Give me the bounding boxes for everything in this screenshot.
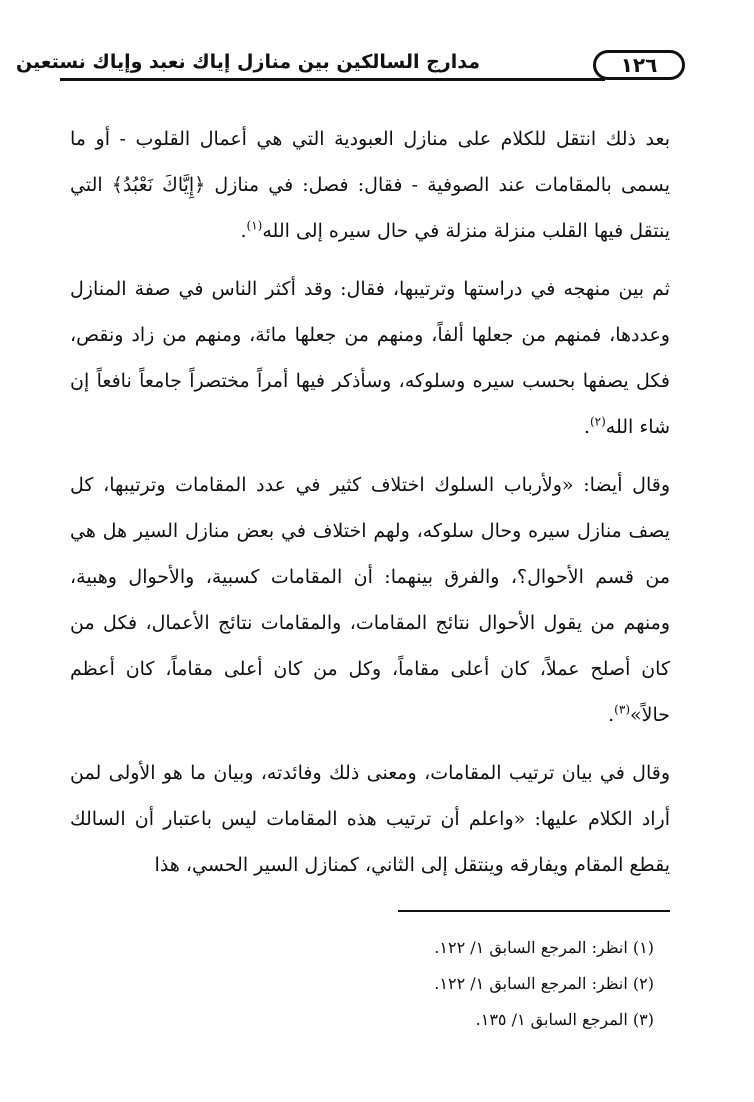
footnotes xyxy=(70,930,670,1038)
footnote-ref: (٢) xyxy=(589,414,606,429)
paragraph-end: . xyxy=(240,220,247,242)
page-number: ١٢٦ xyxy=(593,50,685,80)
paragraph-2 xyxy=(70,266,670,450)
paragraph-3 xyxy=(70,462,670,738)
footnote-separator xyxy=(398,910,670,912)
footnote-ref: (١) xyxy=(246,218,263,233)
paragraph-text: وقال أيضا: «ولأرباب السلوك اختلاف كثير في عدد المقامات وترتيبها، كل يصف منازل سيره وحال سلوكه، ولهم اختلاف في بعض منازل السير هل هي من قسم الأحوال؟، والفرق بينهما: أن المقامات كسبية، والأحوال وهبية، ومنهم من يقول الأحوال نتائج المقامات، والمقامات نتائج الأعمال، فكل من كان أصلح عملاً، كان أعلى مقاماً، وكل من كان أعلى مقاماً، كان أعظم حالاً» xyxy=(70,474,670,726)
footnote-3: (٣) المرجع السابق ١/ ١٣٥. xyxy=(475,1010,654,1029)
header-rule xyxy=(60,78,605,81)
paragraph-1 xyxy=(70,116,670,254)
running-title: مدارج السالكين بين منازل إياك نعبد وإياك نستعين xyxy=(16,51,480,73)
paragraph-end: . xyxy=(583,416,590,438)
paragraph-text: وقال في بيان ترتيب المقامات، ومعنى ذلك وفائدته، وبيان ما هو الأولى لمن أراد الكلام عليها: «واعلم أن ترتيب هذه المقامات ليس باعتبار أن السالك يقطع المقام ويفارقه وينتقل إلى الثاني، كمنازل السير الحسي، هذا xyxy=(70,762,670,876)
paragraph-4 xyxy=(70,750,670,888)
footnote-ref: (٣) xyxy=(614,702,630,717)
paragraph-text: بعد ذلك انتقل للكلام على منازل العبودية التي هي أعمال القلوب - أو ما يسمى بالمقامات عند الصوفية - فقال: فصل: في منازل ﴿إِيَّاكَ نَعْبُدُ﴾ التي ينتقل فيها القلب منزلة منزلة في حال سيره إلى الله xyxy=(70,128,670,242)
paragraph-text: ثم بين منهجه في دراستها وترتيبها، فقال: وقد أكثر الناس في صفة المنازل وعددها، فمنهم من جعلها ألفاً، ومنهم من جعلها مائة، ومنهم من زاد ونقص، فكل يصفها بحسب سيره وسلوكه، وسأذكر فيها أمراً مختصراً جامعاً نافعاً إن شاء الله xyxy=(70,278,670,438)
main-text xyxy=(70,116,670,900)
footnote-1: (١) انظر: المرجع السابق ١/ ١٢٢. xyxy=(434,938,654,957)
paragraph-end: . xyxy=(608,704,615,726)
footnote-2: (٢) انظر: المرجع السابق ١/ ١٢٢. xyxy=(434,974,654,993)
page-header xyxy=(16,44,685,84)
